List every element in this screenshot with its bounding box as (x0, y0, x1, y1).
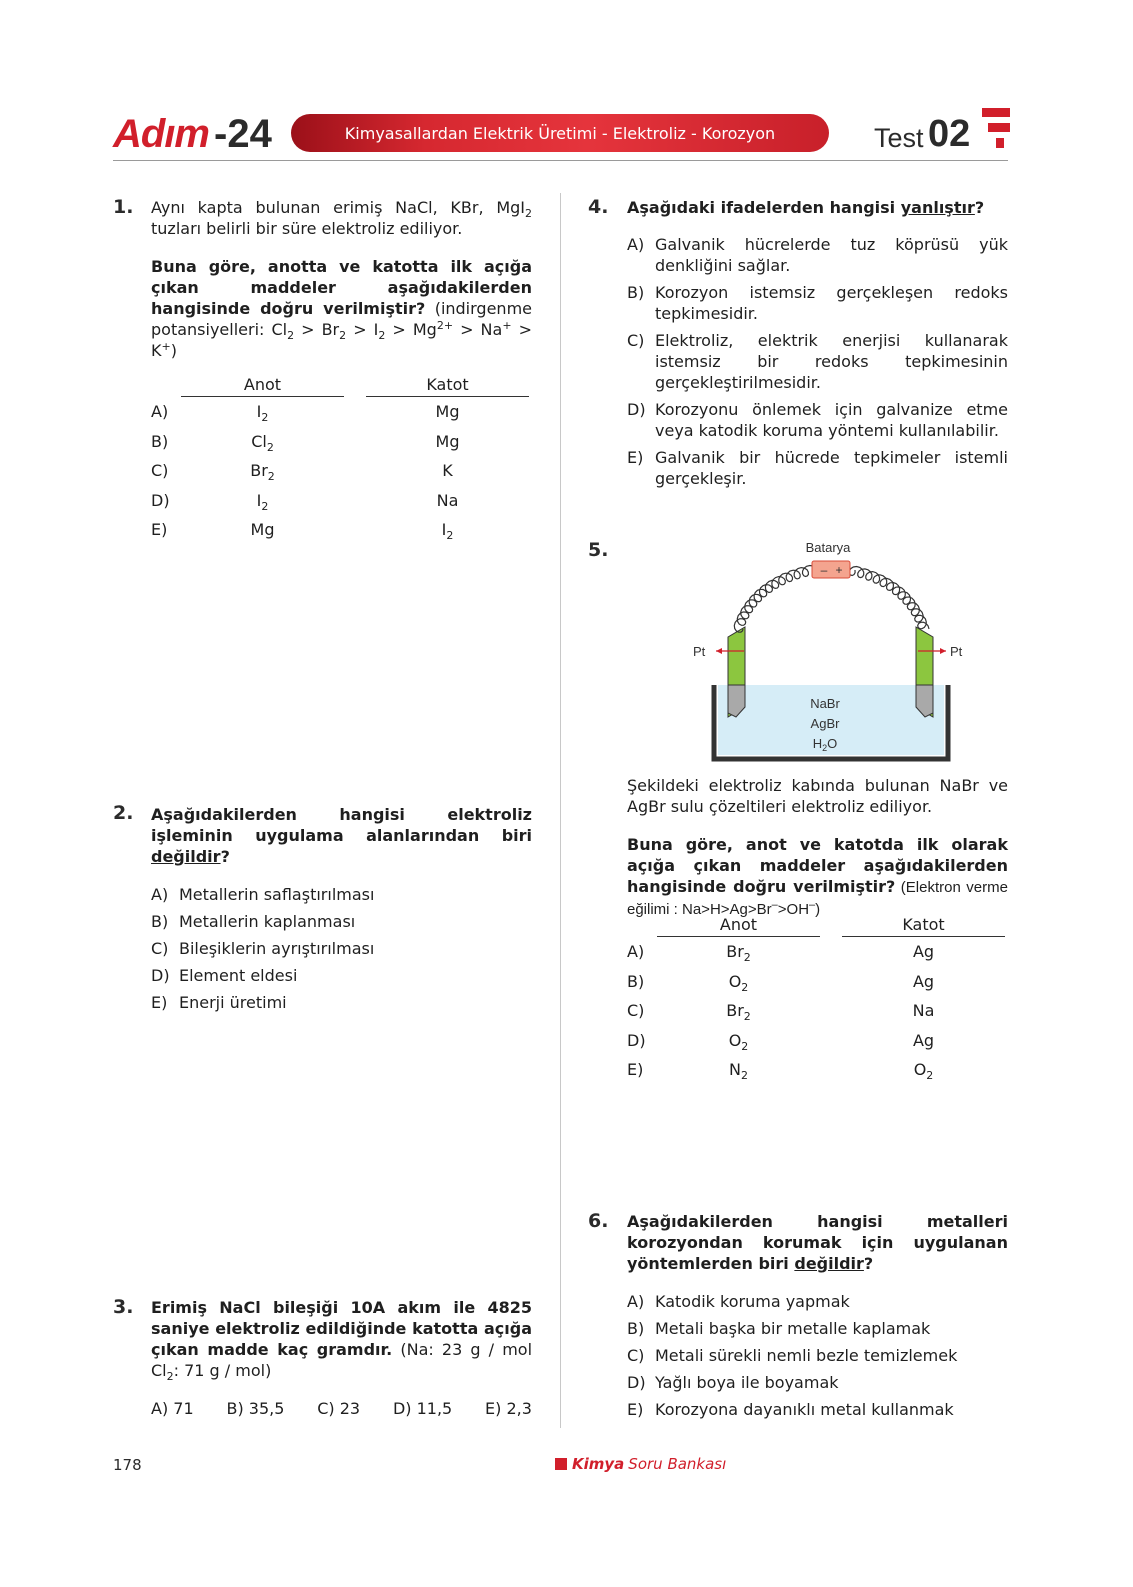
option-text: Metali sürekli nemli bezle temizlemek (655, 1346, 958, 1365)
battery-icon (812, 561, 850, 578)
question-3-stem: Erimiş NaCl bileşiği 10A akım ile 4825 saniye elektroliz edildiğinde katotta açığa çıkan madde kaç gramdır. (Na: 23 g / mol $Cl_2$: 71 g / mol) (151, 1298, 533, 1383)
answer-row[interactable] (627, 996, 1005, 1026)
answer-anot: $O_2$ (728, 1030, 749, 1053)
option-letter: D) (627, 1373, 646, 1392)
answer-katot: Mg (435, 431, 460, 451)
right-wire-coil (849, 567, 929, 630)
answer-letter: A) (151, 402, 169, 421)
question-5-text: Şekildeki elektroliz kabında bulunan NaBr ve AgBr sulu çözeltileri elektroliz ediliyor. (627, 776, 1008, 816)
question-1-prompt: Buna göre, anotta ve katotta ilk açığa çıkan maddeler aşağıdakilerden hangisinde doğru verilmiştir? (indirgenme potansiyelleri: $Cl_2 > Br_2 > I_2 > Mg^{2+} > Na^+ > K^+$) (151, 257, 532, 360)
answer-letter: E) (627, 1060, 644, 1080)
q5-header-anot: Anot (657, 913, 820, 937)
battery-plus: + (835, 563, 843, 577)
answer-letter: B) (151, 431, 169, 451)
option-text: Enerji üretimi (179, 993, 287, 1012)
answer-katot: Na (912, 1001, 935, 1021)
solution-label-nabr: NaBr (810, 696, 840, 711)
test-mark-icon (982, 108, 1010, 154)
option-letter: A) (151, 885, 169, 904)
q1-header-katot: Katot (366, 373, 529, 397)
answer-katot: $O_2$ (913, 1060, 934, 1083)
answer-letter: C) (627, 1001, 645, 1021)
question-1-stem: Aynı kapta bulunan erimiş NaCl, KBr, MgI$_2$ tuzları belirli bir süre elektroliz ediliyor. (151, 198, 532, 238)
question-6-number: 6. (588, 1210, 609, 1232)
chapter-title: Kimyasallardan Elektrik Üretimi - Elektroliz - Korozyon (344, 123, 776, 143)
question-2-number: 2. (113, 802, 134, 824)
answer-option[interactable] (627, 282, 1008, 324)
answer-row[interactable] (151, 515, 529, 545)
header-divider (113, 160, 1008, 161)
option-text: Katodik koruma yapmak (655, 1292, 850, 1311)
option-text: Elektroliz, elektrik enerjisi kullanarak istemsiz bir redoks tepkimesinin gerçekleştirilmesidir. (655, 331, 1008, 392)
option-text: Galvanik hücrelerde tuz köprüsü yük denkliğini sağlar. (655, 235, 1008, 275)
answer-katot: $I_2$ (441, 520, 454, 543)
chapter-banner (291, 114, 829, 152)
logo-word: Adım (113, 112, 209, 156)
answer-row[interactable] (627, 1055, 1005, 1085)
option-text: Element eldesi (179, 966, 298, 985)
question-6 (627, 1211, 1008, 1423)
question-1 (151, 197, 532, 361)
answer-option[interactable] (627, 1288, 1008, 1315)
answer-option[interactable] (627, 1369, 1008, 1396)
question-4-number: 4. (588, 196, 609, 218)
question-1-answer-table (151, 373, 529, 545)
option-text: Korozyon istemsiz gerçekleşen redoks tepkimesidir. (655, 283, 1008, 323)
answer-option[interactable] (627, 399, 1008, 441)
answer-row[interactable] (151, 456, 529, 486)
answer-option[interactable] (151, 989, 532, 1016)
option-text: Metallerin saflaştırılması (179, 885, 375, 904)
answer-row[interactable] (627, 937, 1005, 967)
answer-anot: $O_2$ (728, 971, 749, 994)
option-letter: C) (627, 1346, 645, 1365)
answer-option[interactable] (627, 447, 1008, 489)
answer-option[interactable] (485, 1399, 532, 1418)
answer-option[interactable] (627, 1396, 1008, 1423)
answer-anot: $Br_2$ (726, 1001, 751, 1024)
option-letter: D) (627, 400, 646, 419)
question-4-stem: Aşağıdaki ifadelerden hangisi yanlıştır? (627, 198, 985, 217)
option-letter: B) (151, 912, 169, 931)
option-letter: E) (627, 1400, 644, 1419)
answer-katot: Na (436, 490, 459, 510)
option-letter: C) (317, 1399, 335, 1418)
option-text: Metallerin kaplanması (179, 912, 356, 931)
question-4-options (627, 234, 1008, 489)
option-letter: E) (627, 448, 644, 467)
pt-left-label: Pt (693, 644, 706, 659)
answer-row[interactable] (627, 967, 1005, 997)
solution-label-water: $H_2O$ (812, 736, 838, 753)
answer-option[interactable] (393, 1399, 452, 1418)
page-number: 178 (113, 1456, 142, 1474)
footer-brand (555, 1455, 726, 1473)
option-letter: E) (151, 993, 168, 1012)
answer-katot: Ag (912, 1030, 935, 1050)
question-3-number: 3. (113, 1296, 134, 1318)
option-letter: A) (151, 1399, 169, 1418)
footer-brand-title: Soru Bankası (628, 1455, 727, 1473)
battery-minus: – (820, 563, 828, 577)
battery-label: Batarya (805, 540, 851, 555)
footer-brand-subject: Kimya (572, 1455, 625, 1473)
answer-option[interactable] (151, 908, 532, 935)
answer-row[interactable] (151, 397, 529, 427)
option-letter: B) (226, 1399, 244, 1418)
option-text: 71 (173, 1399, 194, 1418)
answer-option[interactable] (627, 330, 1008, 393)
option-letter: B) (627, 1319, 645, 1338)
option-text: Bileşiklerin ayrıştırılması (179, 939, 375, 958)
option-text: 11,5 (416, 1399, 453, 1418)
answer-option[interactable] (317, 1399, 360, 1418)
option-letter: B) (627, 283, 645, 302)
answer-option[interactable] (627, 1315, 1008, 1342)
column-divider (560, 193, 561, 1428)
answer-letter: D) (151, 490, 170, 510)
option-text: 23 (339, 1399, 361, 1418)
pt-right-label: Pt (950, 644, 963, 659)
answer-row[interactable] (151, 427, 529, 457)
question-2-options (151, 881, 532, 1016)
answer-katot: K (442, 461, 453, 481)
answer-option[interactable] (627, 234, 1008, 276)
logo-number: -24 (214, 112, 272, 156)
option-letter: D) (392, 1399, 412, 1418)
answer-option[interactable] (226, 1399, 284, 1418)
option-letter: E) (485, 1399, 502, 1418)
solution-label-agbr: AgBr (810, 716, 840, 731)
question-6-options (627, 1288, 1008, 1423)
option-letter: A) (627, 235, 645, 254)
question-2-stem: Aşağıdakilerden hangisi elektroliz işleminin uygulama alanlarından biri değildir? (151, 805, 532, 866)
answer-anot: $I_2$ (256, 402, 269, 425)
question-3 (151, 1297, 532, 1418)
answer-option[interactable] (151, 881, 532, 908)
option-letter: D) (151, 966, 170, 985)
answer-anot: $Br_2$ (726, 942, 751, 965)
option-text: 35,5 (248, 1399, 285, 1418)
option-text: Metali başka bir metalle kaplamak (655, 1319, 931, 1338)
option-text: Yağlı boya ile boyamak (655, 1373, 839, 1392)
answer-letter: A) (627, 942, 645, 961)
answer-option[interactable] (627, 1342, 1008, 1369)
option-letter: A) (627, 1292, 645, 1311)
left-wire-coil (734, 566, 817, 633)
electrolysis-figure (688, 537, 978, 769)
answer-anot: Mg (250, 520, 275, 540)
question-5-prompt: Buna göre, anot ve katotda ilk olarak açığa çıkan maddeler aşağıdakilerden hangisinde doğru verilmiştir? (Elektron verme eğilimi : Na>H>Ag>Br–>OH–) (627, 835, 1008, 918)
answer-option[interactable] (151, 935, 532, 962)
answer-anot: $N_2$ (729, 1060, 748, 1083)
answer-letter: D) (627, 1030, 646, 1050)
option-letter: C) (151, 939, 169, 958)
option-text: Korozyonu önlemek için galvanize etme veya katodik koruma yöntemi kullanılabilir. (655, 400, 1008, 440)
question-5-number: 5. (588, 539, 609, 561)
answer-letter: E) (151, 520, 168, 540)
answer-row[interactable] (151, 486, 529, 516)
question-4 (627, 197, 1008, 495)
answer-anot: $I_2$ (256, 490, 269, 513)
question-6-stem: Aşağıdakilerden hangisi metalleri korozyondan korumak için uygulanan yöntemlerden biri değildir? (627, 1212, 1008, 1273)
question-3-options (151, 1399, 532, 1418)
answer-letter: C) (151, 461, 169, 481)
test-label: Test (874, 123, 924, 153)
q1-header-anot: Anot (181, 373, 344, 397)
question-5 (627, 775, 1008, 920)
test-number: 02 (928, 113, 971, 155)
answer-katot: Ag (912, 971, 935, 991)
option-text: Korozyona dayanıklı metal kullanmak (655, 1400, 954, 1419)
option-letter: C) (627, 331, 645, 350)
brand-square-icon (555, 1458, 567, 1470)
answer-anot: $Br_2$ (250, 461, 275, 484)
question-5-answer-table (627, 913, 1005, 1085)
answer-row[interactable] (627, 1026, 1005, 1056)
question-2 (151, 804, 532, 1016)
answer-option[interactable] (151, 1399, 194, 1418)
answer-letter: B) (627, 971, 645, 991)
q5-header-katot: Katot (842, 913, 1005, 937)
option-text: Galvanik bir hücrede tepkimeler istemli gerçekleşir. (655, 448, 1008, 488)
answer-anot: $Cl_2$ (251, 431, 274, 454)
answer-option[interactable] (151, 962, 532, 989)
answer-katot: Mg (435, 402, 460, 422)
question-1-number: 1. (113, 196, 134, 218)
option-text: 2,3 (506, 1399, 532, 1418)
answer-katot: Ag (912, 942, 935, 962)
